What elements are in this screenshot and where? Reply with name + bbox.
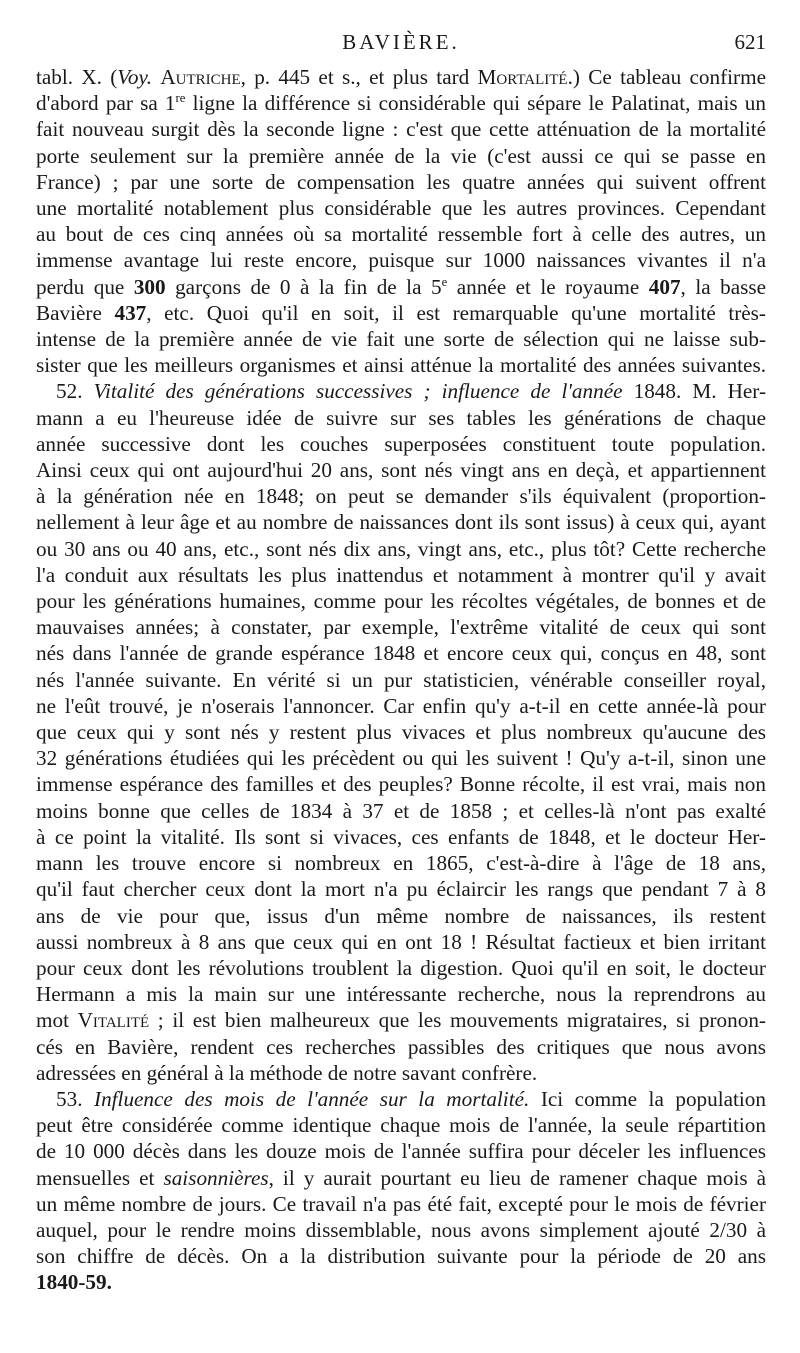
- section-title: Vitalité des générations successives ; influence de l'année: [93, 379, 623, 404]
- text-line: aussi nombreux à 8 ans que ceux qui en ont 18 ! Résultat factieux et bien irritant: [36, 929, 766, 954]
- text-line: perdu que 300 garçons de 0 à la fin de la 5e année et le royaume 407, la basse: [36, 274, 766, 299]
- text-line: nellement à leur âge et au nombre de naissances dont ils sont issus) à ceux qui, ayant: [36, 510, 766, 535]
- text-line: à ce point la vitalité. Ils sont si vivaces, ces enfants de 1848, et le docteur Her-: [36, 824, 766, 849]
- text-line: porte seulement sur la première année de la vie (c'est aussi ce qui se passe en: [36, 143, 766, 168]
- text-line: pour les générations humaines, comme pour les récoltes végétales, de bonnes et de: [36, 589, 766, 614]
- section-53-heading-line: 53. Influence des mois de l'année sur la mortalité. Ici comme la population: [56, 1086, 766, 1111]
- section-number: 52.: [56, 379, 83, 404]
- text-line: ou 30 ans ou 40 ans, etc., sont nés dix ans, vingt ans, etc., plus tôt? Cette recherche: [36, 536, 766, 561]
- text-line: France) ; par une sorte de compensation les quatre années qui suivent offrent: [36, 169, 766, 194]
- text-line: peut être considérée comme identique chaque mois de l'année, la seule répartition: [36, 1113, 766, 1138]
- page-number: 621: [734, 30, 767, 54]
- text-line: mauvaises années; à constater, par exemple, l'extrême vitalité de ceux qui sont: [36, 615, 766, 640]
- text-line: immense espérance des familles et des peuples? Bonne récolte, il est vrai, mais non: [36, 772, 766, 797]
- text-line: un même nombre de jours. Ce travail n'a pas été fait, excepté pour le mois de février: [36, 1191, 766, 1216]
- text-line: année successive dont les couches superposées constituent toute population.: [36, 431, 766, 456]
- text-line: 1840-59.: [36, 1270, 112, 1295]
- body-text: [36, 64, 766, 1296]
- text-line: de 10 000 décès dans les douze mois de l'année suffira pour déceler les influences: [36, 1139, 766, 1164]
- text-line: pour ceux dont les révolutions troublent la digestion. Quoi qu'il en soit, le docteur: [36, 955, 766, 980]
- text-line: nés dans l'année de grande espérance 1848 et encore ceux qui, conçus en 48, sont: [36, 641, 766, 666]
- text-line: l'a conduit aux résultats les plus inattendus et notamment à montrer qu'il y avait: [36, 562, 766, 587]
- text-line: mann a eu l'heureuse idée de suivre sur ses tables les générations de chaque: [36, 405, 766, 430]
- text-line: Bavière 437, etc. Quoi qu'il en soit, il est remarquable qu'une mortalité très-: [36, 300, 766, 325]
- section-title: Influence des mois de l'année sur la mortalité.: [94, 1086, 530, 1111]
- text-line: cés en Bavière, rendent ces recherches passibles des critiques que nous avons: [36, 1034, 766, 1059]
- text-line: Hermann a mis la main sur une intéressante recherche, nous la reprendrons au: [36, 982, 766, 1007]
- section-52-heading-line: 52. Vitalité des générations successives ; influence de l'année 1848. M. Her-: [56, 379, 766, 404]
- bold-number: 407: [648, 274, 681, 299]
- running-title: BAVIÈRE.: [342, 30, 460, 54]
- text-line: adressées en général à la méthode de notre savant confrère.: [36, 1060, 538, 1085]
- text-line: une mortalité notablement plus considérable que les autres provinces. Cependant: [36, 196, 766, 221]
- text-line: ans de vie pour que, issus d'un même nombre de naissances, ils restent: [36, 903, 766, 928]
- text-line: ne l'eût trouvé, je n'oserais l'annoncer. Car enfin qu'y a-t-il en cette année-là pour: [36, 693, 766, 718]
- text-line: d'abord par sa 1re ligne la différence si considérable qui sépare le Palatinat, mais un: [36, 91, 766, 116]
- text-line: auquel, pour le rendre moins dissemblable, nous avons simplement ajouté 2/30 à: [36, 1217, 766, 1242]
- bold-number: 300: [133, 274, 166, 299]
- text-line: nés l'année suivante. En vérité si un pur statisticien, vénérable conseiller royal,: [36, 667, 766, 692]
- text-line: immense avantage lui reste encore, puisque sur 1000 naissances vivantes il n'a: [36, 248, 766, 273]
- text-line: qu'il faut chercher ceux dont la mort n'a pu éclaircir les rangs que pendant 7 à 8: [36, 877, 766, 902]
- text-line: sister que les meilleurs organismes et ainsi atténue la mortalité des années suivantes.: [36, 353, 766, 378]
- section-number: 53.: [56, 1086, 83, 1111]
- text-line: Ainsi ceux qui ont aujourd'hui 20 ans, sont nés vingt ans en deçà, et appartiennent: [36, 458, 766, 483]
- text-line: que ceux qui y sont nés y restent plus vivaces et plus nombreux qu'aucune des: [36, 720, 766, 745]
- text-line: mann les trouve encore si nombreux en 1865, c'est-à-dire à l'âge de 18 ans,: [36, 851, 766, 876]
- text-line: au bout de ces cinq années où sa mortalité ressemble fort à celle des autres, un: [36, 222, 766, 247]
- text-line: tabl. X. (Voy. Autriche, p. 445 et s., et plus tard Mortalité.) Ce tableau confirme: [36, 65, 766, 89]
- text-line: à la génération née en 1848; on peut se demander s'ils équivalent (proportion-: [36, 484, 766, 509]
- text-line: fait nouveau surgit dès la seconde ligne : c'est que cette atténuation de la mortalité: [36, 117, 766, 142]
- text-line: 32 générations étudiées qui les précèdent ou qui les suivent ! Qu'y a-t-il, sinon une: [36, 746, 766, 771]
- bold-number: 437: [114, 300, 147, 325]
- text-line: moins bonne que celles de 1834 à 37 et de 1858 ; et celles-là n'ont pas exalté: [36, 798, 766, 823]
- text-line: mensuelles et saisonnières, il y aurait pourtant eu lieu de ramener chaque mois à: [36, 1165, 766, 1190]
- text-line: intense de la première année de vie fait une sorte de sélection qui ne laisse sub-: [36, 327, 766, 352]
- text-line: mot Vitalité ; il est bien malheureux que les mouvements migrataires, si pronon-: [36, 1008, 766, 1033]
- text-line: son chiffre de décès. On a la distribution suivante pour la période de 20 ans: [36, 1244, 766, 1269]
- running-header: [36, 30, 766, 64]
